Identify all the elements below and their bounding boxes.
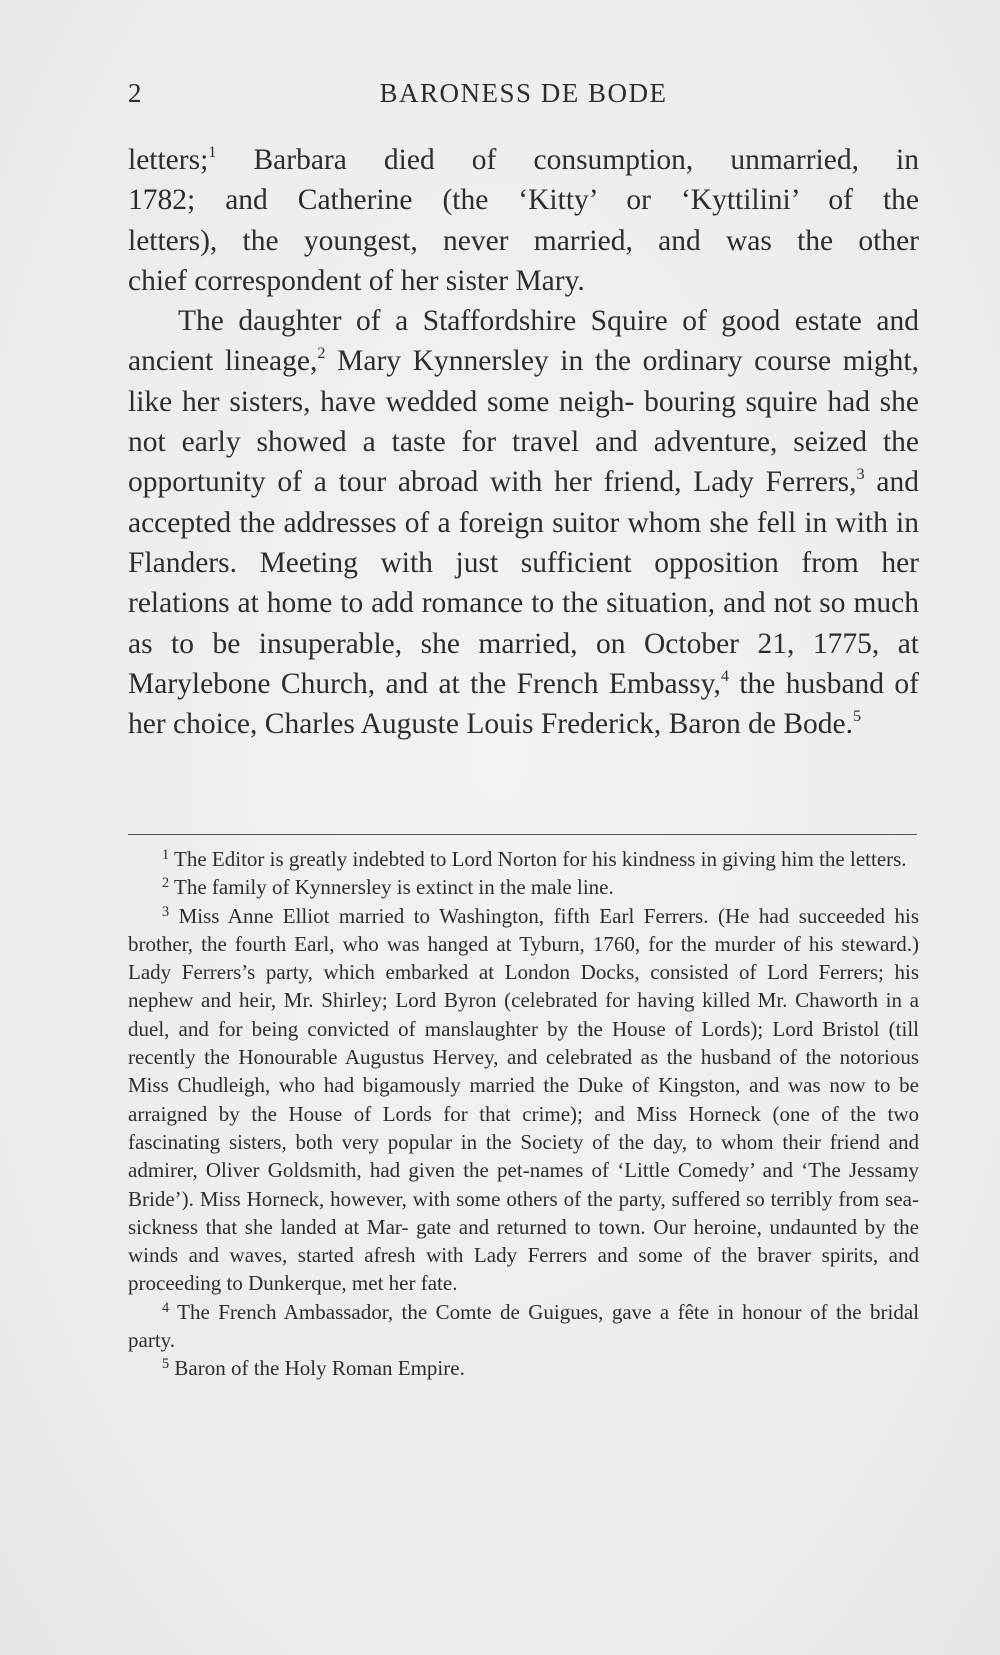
page-number: 2 [128, 78, 142, 108]
page-header [128, 78, 919, 114]
paragraph-1-line-3: letters), the youngest, never married, and was the other [128, 224, 919, 257]
footnotes [128, 845, 919, 1383]
paragraph-1-line-4: chief correspondent of her sister Mary. [128, 264, 585, 297]
main-text [128, 140, 919, 744]
footnote-ref-4: 4 [720, 666, 729, 685]
footnote-rule [128, 834, 917, 835]
footnote-3: $^3$ Miss Anne Elliot married to Washington, fifth Earl Ferrers. (He had succeeded his brother, the fourth Earl, who was hanged at Tyburn, 1760, for the murder of his steward.) Lady Ferrers’s party, which embarked at London Docks, consisted of Lord Ferrers; his nephew and heir, Mr. Shirley; Lord Byron (celebrated for having killed Mr. Chaworth in a duel, and for being convicted of manslaughter by the House of Lords); Lord Bristol (till recently the Honourable Augustus Hervey, and celebrated as the husband of the notorious Miss Chudleigh, who had bigamously married the Duke of Kingston, and was now to be arraigned by the House of Lords for that crime); and Miss Horneck (one of the two fascinating sisters, both very popular in the Society of the day, to whom their friend and admirer, Oliver Goldsmith, had given the pet-names of ‘Little Comedy’ and ‘The Jessamy Bride’). Miss Horneck, however, with some others of the party, suffered so terribly from sea-sickness that she landed at Mar- gate and returned to town. Our heroine, undaunted by the winds and waves, started afresh with Lady Ferrers and some of the braver spirits, and proceeding to Dunkerque, met her fate. [128, 903, 919, 1296]
paragraph-1-line-1: letters;$^1$ Barbara died of consumption, unmarried, in [128, 142, 919, 176]
paragraph-1-line-2: 1782; and Catherine (the ‘Kitty’ or ‘Kyttilini’ of the [128, 184, 919, 217]
paragraph-2: The daughter of a Staffordshire Squire of good estate and ancient lineage,$^2$ Mary Kynnersley in the ordinary course might, like her sisters, have wedded some neigh- bouring squire had she not early showed a taste for travel and adventure, seized the opportunity of a tour abroad with her friend, Lady Ferrers,$^3$ and accepted the addresses of a foreign suitor whom she fell in with in Flanders. Meeting with just sufficient opposition from her relations at home to add romance to the situation, and not so much as to be insuperable, she married, on October 21, 1775, at Marylebone Church, and at the French Embassy,$^4$ the husband of her choice, Charles Auguste Louis Frederick, Baron de Bode.$^5$ [128, 305, 919, 741]
footnote-ref-2: 2 [317, 344, 326, 363]
footnote-ref-3: 3 [856, 465, 865, 484]
footnote-1: $^1$ The Editor is greatly indebted to Lord Norton for his kindness in giving him the letters. [162, 846, 907, 871]
footnote-5: $^5$ Baron of the Holy Roman Empire. [162, 1356, 465, 1381]
footnote-ref-1: 1 [208, 142, 217, 161]
running-title: BARONESS DE BODE [379, 78, 668, 108]
footnote-ref-5: 5 [853, 707, 862, 725]
footnote-2: $^2$ The family of Kynnersley is extinct in the male line. [162, 875, 614, 900]
footnote-4: $^4$ The French Ambassador, the Comte de Guigues, gave a fête in honour of the bridal party. [128, 1299, 919, 1353]
